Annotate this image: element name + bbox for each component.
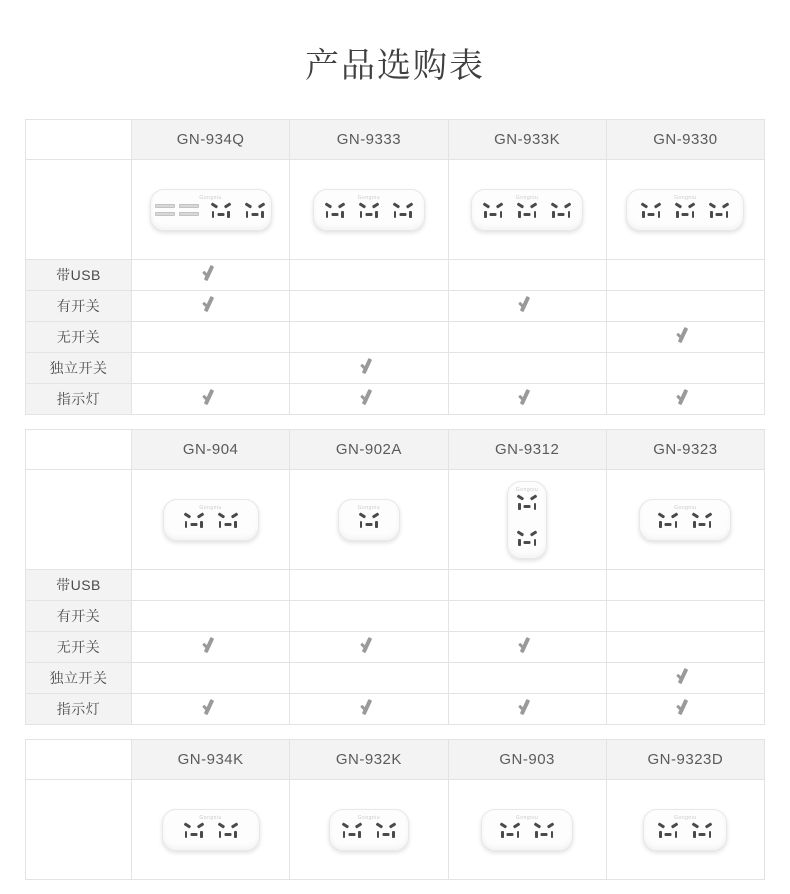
socket-brand-mark: Gongniu: [515, 814, 539, 821]
checkmark-icon: [358, 698, 380, 720]
socket-jack-icon: [656, 819, 680, 841]
socket-gn-9323d: [643, 809, 727, 851]
feature-check-empty: [132, 570, 290, 601]
socket-jack-icon: [515, 199, 539, 221]
checkmark-icon: [200, 264, 222, 286]
feature-check-yes: [132, 260, 290, 291]
socket-jack-icon: [515, 527, 539, 549]
feature-check-yes: [132, 291, 290, 322]
feature-check-yes: [606, 694, 764, 725]
checkmark-icon: [358, 357, 380, 379]
socket-brand-mark: Gongniu: [357, 814, 381, 821]
socket-jack-icon: [216, 509, 240, 531]
socket-jack-icon: [515, 491, 539, 513]
socket-gn-934q: [150, 189, 272, 231]
feature-check-empty: [448, 601, 606, 632]
checkmark-icon: [674, 698, 696, 720]
feature-check-yes: [448, 694, 606, 725]
feature-label: 带USB: [26, 570, 132, 601]
socket-gn-934k: [162, 809, 260, 851]
feature-check-yes: [132, 632, 290, 663]
socket-jack-icon: [690, 509, 714, 531]
socket-jack-icon: [549, 199, 573, 221]
model-header-gn-934q: GN-934Q: [132, 120, 290, 160]
socket-jack-icon: [243, 199, 267, 221]
feature-check-yes: [290, 632, 448, 663]
socket-jack-icon: [209, 199, 233, 221]
feature-check-empty: [606, 601, 764, 632]
table-row: [26, 322, 765, 353]
feature-check-yes: [448, 632, 606, 663]
checkmark-icon: [516, 388, 538, 410]
feature-check-yes: [290, 694, 448, 725]
feature-check-empty: [448, 353, 606, 384]
table-row: [26, 353, 765, 384]
feature-check-empty: [290, 291, 448, 322]
checkmark-icon: [674, 667, 696, 689]
feature-check-empty: [290, 322, 448, 353]
socket-brand-mark: Gongniu: [357, 194, 381, 201]
header-corner-cell: [26, 120, 132, 160]
table-row: [26, 663, 765, 694]
table-row: [26, 694, 765, 725]
model-header-gn-9312: GN-9312: [448, 430, 606, 470]
feature-label: 独立开关: [26, 353, 132, 384]
model-header-gn-9323: GN-9323: [606, 430, 764, 470]
feature-check-yes: [290, 353, 448, 384]
socket-gn-904: [163, 499, 259, 541]
usb-port-icon: [179, 201, 199, 219]
model-header-gn-9333: GN-9333: [290, 120, 448, 160]
feature-check-empty: [606, 632, 764, 663]
feature-check-yes: [132, 694, 290, 725]
checkmark-icon: [516, 295, 538, 317]
usb-port-icon: [155, 201, 175, 219]
checkmark-icon: [516, 636, 538, 658]
image-row-label-cell: [26, 160, 132, 260]
model-header-gn-903: GN-903: [448, 740, 606, 780]
socket-jack-icon: [323, 199, 347, 221]
socket-gn-903: [481, 809, 573, 851]
feature-check-empty: [290, 663, 448, 694]
product-image-cell: [606, 470, 764, 570]
product-image-cell: [290, 780, 448, 880]
socket-brand-mark: Gongniu: [357, 504, 381, 511]
header-corner-cell: [26, 430, 132, 470]
product-table-3: [25, 739, 765, 880]
feature-check-yes: [132, 384, 290, 415]
socket-jack-icon: [498, 819, 522, 841]
socket-brand-mark: Gongniu: [515, 486, 539, 493]
socket-brand-mark: Gongniu: [515, 194, 539, 201]
product-image-cell: [606, 780, 764, 880]
feature-check-empty: [132, 353, 290, 384]
checkmark-icon: [200, 636, 222, 658]
product-table-2: [25, 429, 765, 725]
feature-check-yes: [448, 291, 606, 322]
socket-jack-icon: [707, 199, 731, 221]
socket-gn-902a: [338, 499, 400, 541]
socket-brand-mark: Gongniu: [674, 194, 697, 201]
feature-check-empty: [448, 260, 606, 291]
feature-check-yes: [448, 384, 606, 415]
feature-check-empty: [448, 570, 606, 601]
product-image-row: [26, 160, 765, 260]
feature-label: 无开关: [26, 322, 132, 353]
socket-jack-icon: [340, 819, 364, 841]
socket-gn-9330: [626, 189, 744, 231]
page-title: 产品选购表: [305, 47, 485, 85]
product-image-cell: [132, 780, 290, 880]
socket-jack-icon: [481, 199, 505, 221]
feature-check-empty: [606, 570, 764, 601]
product-image-row: [26, 780, 765, 880]
socket-gn-9312: [507, 481, 547, 559]
checkmark-icon: [358, 636, 380, 658]
product-image-cell: [132, 160, 290, 260]
header-corner-cell: [26, 740, 132, 780]
table-row: [26, 384, 765, 415]
feature-check-empty: [448, 322, 606, 353]
socket-brand-mark: Gongniu: [199, 194, 222, 201]
feature-check-yes: [606, 322, 764, 353]
checkmark-icon: [674, 326, 696, 348]
socket-gn-933k: [471, 189, 583, 231]
comparison-tables: [0, 119, 790, 880]
feature-check-empty: [606, 291, 764, 322]
image-row-label-cell: [26, 470, 132, 570]
product-image-row: [26, 470, 765, 570]
socket-jack-icon: [673, 199, 697, 221]
checkmark-icon: [516, 698, 538, 720]
product-image-cell: [290, 160, 448, 260]
feature-check-yes: [290, 384, 448, 415]
product-table-1: [25, 119, 765, 415]
feature-check-empty: [132, 601, 290, 632]
feature-label: 有开关: [26, 601, 132, 632]
model-header-gn-9330: GN-9330: [606, 120, 764, 160]
socket-brand-mark: Gongniu: [199, 504, 222, 511]
feature-check-empty: [290, 601, 448, 632]
socket-brand-mark: Gongniu: [674, 814, 697, 821]
socket-jack-icon: [182, 819, 206, 841]
table-row: [26, 291, 765, 322]
socket-jack-icon: [639, 199, 663, 221]
socket-jack-icon: [391, 199, 415, 221]
socket-jack-icon: [216, 819, 240, 841]
model-header-gn-933k: GN-933K: [448, 120, 606, 160]
model-header-gn-902a: GN-902A: [290, 430, 448, 470]
socket-jack-icon: [656, 509, 680, 531]
feature-check-empty: [606, 353, 764, 384]
socket-brand-mark: Gongniu: [199, 814, 222, 821]
feature-label: 独立开关: [26, 663, 132, 694]
feature-check-yes: [606, 663, 764, 694]
product-image-cell: [448, 470, 606, 570]
feature-label: 带USB: [26, 260, 132, 291]
checkmark-icon: [200, 295, 222, 317]
feature-check-empty: [132, 663, 290, 694]
socket-gn-9333: [313, 189, 425, 231]
socket-jack-icon: [532, 819, 556, 841]
model-header-gn-9323d: GN-9323D: [606, 740, 764, 780]
feature-label: 指示灯: [26, 694, 132, 725]
checkmark-icon: [200, 388, 222, 410]
feature-check-empty: [606, 260, 764, 291]
feature-check-yes: [606, 384, 764, 415]
feature-check-empty: [290, 570, 448, 601]
feature-label: 指示灯: [26, 384, 132, 415]
socket-jack-icon: [182, 509, 206, 531]
checkmark-icon: [200, 698, 222, 720]
product-image-cell: [132, 470, 290, 570]
table-header-row: [26, 120, 765, 160]
table-row: [26, 601, 765, 632]
socket-brand-mark: Gongniu: [674, 504, 697, 511]
checkmark-icon: [674, 388, 696, 410]
socket-jack-icon: [690, 819, 714, 841]
product-image-cell: [606, 160, 764, 260]
socket-gn-932k: [329, 809, 409, 851]
table-row: [26, 570, 765, 601]
feature-label: 有开关: [26, 291, 132, 322]
table-header-row: [26, 430, 765, 470]
table-header-row: [26, 740, 765, 780]
image-row-label-cell: [26, 780, 132, 880]
feature-check-empty: [448, 663, 606, 694]
model-header-gn-934k: GN-934K: [132, 740, 290, 780]
product-image-cell: [448, 780, 606, 880]
socket-gn-9323: [639, 499, 731, 541]
feature-label: 无开关: [26, 632, 132, 663]
product-image-cell: [448, 160, 606, 260]
product-image-cell: [290, 470, 448, 570]
table-row: [26, 260, 765, 291]
checkmark-icon: [358, 388, 380, 410]
model-header-gn-904: GN-904: [132, 430, 290, 470]
table-row: [26, 632, 765, 663]
feature-check-empty: [132, 322, 290, 353]
feature-check-empty: [290, 260, 448, 291]
socket-jack-icon: [357, 199, 381, 221]
socket-jack-icon: [374, 819, 398, 841]
socket-jack-icon: [357, 509, 381, 531]
model-header-gn-932k: GN-932K: [290, 740, 448, 780]
